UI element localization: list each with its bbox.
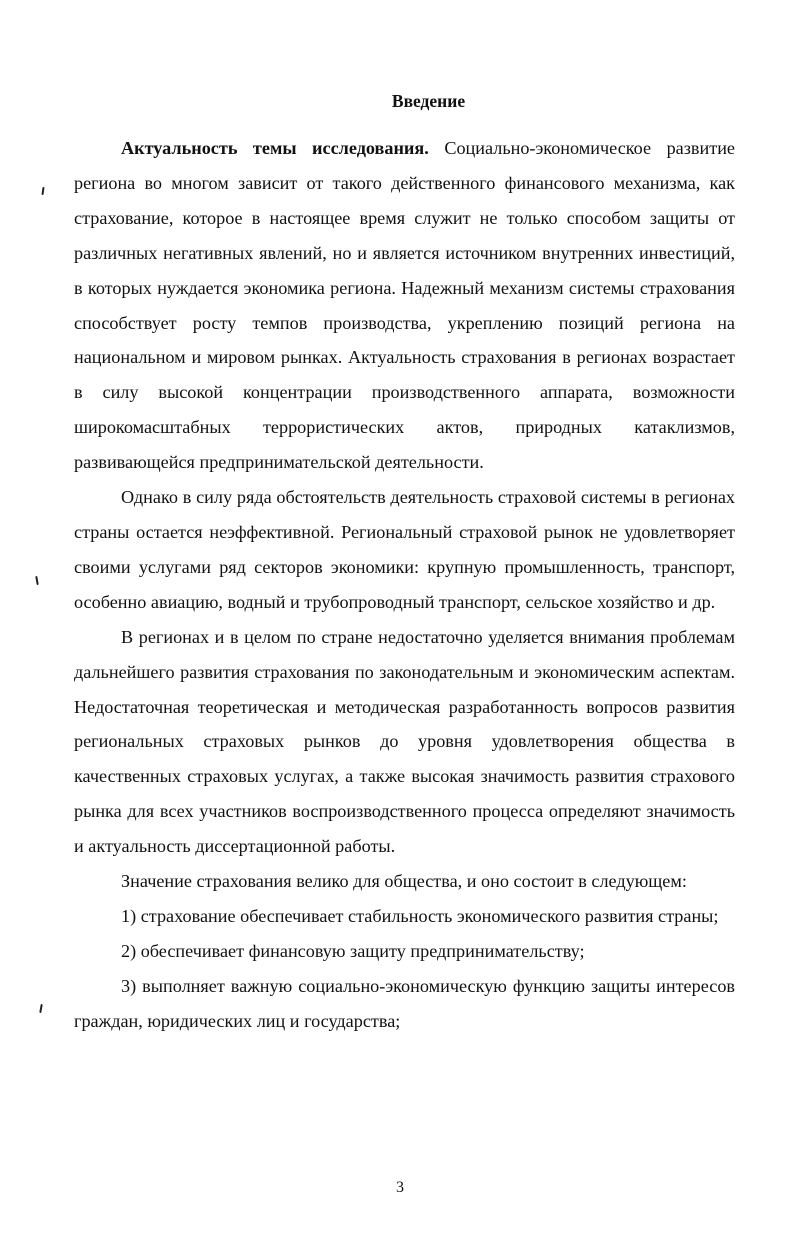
page-title: Введение (391, 91, 466, 111)
list-item: 3) выполняет важную социально-экономическую функцию защиты интересов граждан, юридических лиц и государства; (74, 975, 735, 1031)
scan-mark (35, 576, 39, 585)
paragraph-relevance (74, 131, 735, 480)
scan-mark (39, 1004, 43, 1013)
paragraph-significance: Значение страхования велико для общества, и оно состоит в следующем: (121, 871, 687, 892)
scan-mark (41, 187, 44, 195)
body-text (74, 131, 735, 1039)
paragraph-lead: Актуальность темы исследования. (121, 138, 429, 158)
paragraph-text: Социально-экономическое развитие региона во многом зависит от такого действенного финансового механизма, как страхование, которое в настоящее время служит не только способом защиты от различных негативных явлений, но и является источником внутренних инвестиций, в которых нуждается экономика региона. Надежный механизм системы страхования способствует росту темпов производства, укреплению позиций региона на национальном и мировом рынках. Актуальность страхования в регионах возрастает в силу высокой концентрации производственного аппарата, возможности широкомасштабных террористических актов, природных катаклизмов, развивающейся предпринимательской деятельности. (74, 138, 736, 473)
list-item: 1) страхование обеспечивает стабильность экономического развития страны; (121, 905, 719, 926)
page-number: 3 (396, 1179, 404, 1196)
list-item: 2) обеспечивает финансовую защиту предпринимательству; (121, 940, 585, 961)
paragraph-development: В регионах и в целом по стране недостаточно уделяется внимания проблемам дальнейшего развития страхования по законодательным и экономическим аспектам. Недостаточная теоретическая и методическая разработанность вопросов развития региональных страховых рынков до уровня удовлетворения общества в качественных страховых услугах, а также высокая значимость развития страхового рынка для всех участников воспроизводственного процесса определяют значимость и актуальность диссертационной работы. (74, 626, 735, 857)
paragraph-inefficiency: Однако в силу ряда обстоятельств деятельность страховой системы в регионах страны остается неэффективной. Региональный страховой рынок не удовлетворяет своими услугами ряд секторов экономики: крупную промышленность, транспорт, особенно авиацию, водный и трубопроводный транспорт, сельское хозяйство и др. (74, 487, 735, 612)
